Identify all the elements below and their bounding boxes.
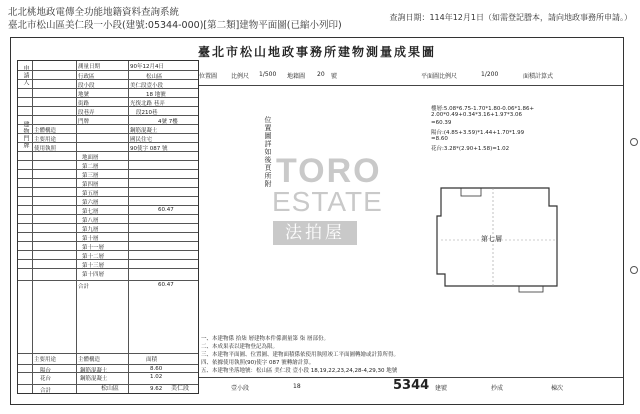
floorplan-scale-label: 平面圖比例尺 — [421, 73, 458, 80]
floor-label: 地面層 — [82, 155, 99, 161]
calc-line: 樓層:5.08*6.75-1.70*1.80-0.06*1.86+ — [431, 106, 535, 112]
floor-label: 第七層 — [82, 209, 99, 215]
note-line: 一、本建物係 拾柒 層建物本件係測量第 柒 層部份。 — [201, 336, 329, 342]
flowerbed-row: 花台 鋼筋混凝土 1.02 — [18, 372, 198, 381]
note-line: 四、依據使用執照(90)使字 087 號轉繪計算。 — [201, 360, 315, 366]
flowerbed-outline — [519, 286, 543, 292]
floor-label: 第十層 — [82, 236, 99, 242]
calc-line: =60.39 — [431, 120, 452, 126]
floor-area: 60.47 — [158, 207, 174, 213]
footer-copy-label: 抄成 — [491, 385, 504, 392]
section-row: 段小段 美仁段壹小段 — [18, 79, 198, 89]
lot-suffix: 號 — [331, 73, 338, 80]
lot-value: 20 — [317, 71, 325, 78]
calc-line: 陽台:(4.85+3.59)*1.44+1.70*1.99 — [431, 130, 525, 136]
position-label: 位置圖 — [199, 73, 218, 80]
measure-date-row: 測量日期 90年12月4日 — [78, 64, 164, 70]
scroll-indicator[interactable] — [630, 138, 638, 146]
floor-label: 第四層 — [82, 182, 99, 188]
sheet-title: 臺北市松山地政事務所建物測量成果圖 — [197, 45, 436, 59]
sum-row: 合計 9.62 — [18, 384, 198, 394]
floor-label: 第五層 — [82, 191, 99, 197]
floor-label: 第六層 — [82, 200, 99, 206]
building-info-table — [17, 60, 199, 394]
note-line: 二、本成果表以建物登記為限。 — [201, 344, 279, 350]
footer-building-no: 5344 — [393, 378, 430, 393]
floor-label: 第二層 — [82, 164, 99, 170]
position-note: 位置圖詳如後頁所附 — [264, 116, 272, 188]
balcony-row: 陽台 鋼筋混凝土 8.60 — [18, 364, 198, 373]
footer-lot: 18 — [293, 383, 301, 390]
system-title: 北北桃地政電傳全功能地籍資料查詢系統 — [8, 7, 180, 18]
door-row: 門牌 4號 7樓 — [18, 115, 198, 125]
floor-label: 第十三層 — [82, 263, 105, 269]
lot-label: 地籍圖 — [287, 73, 306, 80]
balcony-outline — [461, 188, 481, 196]
calc-line: =8.60 — [431, 136, 448, 142]
footer-copy-value: 棟次 — [551, 385, 564, 392]
calc-line: 花台:3.28*(2.90+1.58)=1.02 — [431, 146, 510, 152]
watermark-line2: ESTATE — [272, 186, 383, 217]
floor-label: 第十二層 — [82, 254, 105, 260]
license-row: 使用執照 90使字 087 號 — [18, 142, 198, 152]
lane-row: 段巷弄 段210巷 — [18, 106, 198, 116]
structure-row: 主體構造 鋼筋混凝土 — [18, 124, 198, 134]
footer-subsection: 壹小段 — [231, 385, 250, 392]
scroll-indicator[interactable] — [630, 266, 638, 274]
watermark-line3: 法拍屋 — [273, 221, 357, 245]
footer-building-label: 建號 — [435, 385, 448, 392]
area-calc-label: 面積計算式 — [523, 73, 554, 80]
applicant-label: 申請人 — [22, 65, 29, 86]
lot-row: 地號 18 地號 — [18, 88, 198, 98]
scale-value: 1/500 — [259, 71, 277, 78]
footer-district: 松山區 — [101, 385, 120, 392]
floor-row — [18, 268, 198, 278]
note-line: 三、本建物平面圖、位置圖、建物面積係依使用執照竣工平面圖轉繪或計算所得。 — [201, 352, 400, 358]
street-row: 街路 光復北路 巷弄 — [18, 97, 198, 107]
note-line: 五、本建物坐落地號：松山區 美仁段 壹小段 18,19,22,23,24,28-4,29,30 地號 — [201, 368, 398, 374]
footer-section: 美仁段 — [171, 385, 190, 392]
use-row: 主要用途 國民住宅 — [18, 133, 198, 143]
floor-label: 第七層 — [481, 235, 502, 243]
district-row: 行政區 松山區 — [18, 70, 198, 80]
floor-label: 第十四層 — [82, 272, 105, 278]
header — [8, 6, 342, 32]
total-row: 合計 60.47 — [18, 280, 198, 291]
calc-line: 2.00*0.49+0.34*3.16+1.97*3.06 — [431, 112, 522, 118]
watermark-line1: TORO — [276, 152, 382, 190]
floor-label: 第十一層 — [82, 245, 105, 251]
document-title: 臺北市松山區美仁段一小段(建號:05344-000)[第二類]建物平面圖(已縮小列印) — [8, 20, 342, 31]
scale-label: 比例尺 — [231, 73, 250, 80]
query-date: 查詢日期：114年12月1日（如需登記謄本，請向地政事務所申請。） — [389, 13, 632, 22]
floor-label: 第九層 — [82, 227, 99, 233]
floorplan-scale-value: 1/200 — [481, 71, 499, 78]
floor-label: 第三層 — [82, 173, 99, 179]
building-no-label: 建物門牌 — [22, 121, 29, 149]
floor-label: 第八層 — [82, 218, 99, 224]
aux-header-row: 主要用途 主體構造 面積 — [18, 353, 198, 365]
